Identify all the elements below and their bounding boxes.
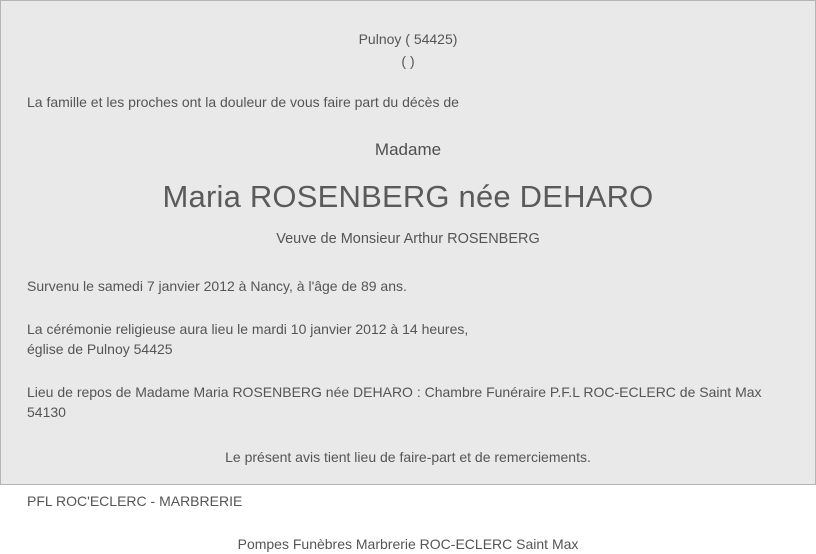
ceremony-line-2: église de Pulnoy 54425 (27, 341, 173, 357)
funeral-company: PFL ROC'ECLERC - MARBRERIE (27, 493, 243, 509)
notice-title: Madame (374, 140, 442, 159)
death-info: Survenu le samedi 7 janvier 2012 à Nancy, à l'âge de 89 ans. (27, 278, 407, 294)
resting-place-info: Lieu de repos de Madame Maria ROSENBERG née DEHARO : Chambre Funéraire P.F.L ROC-ECLERC de Saint Max 54130 (27, 384, 762, 420)
notice-parenthesis: ( ) (401, 53, 415, 69)
thanks-note: Le présent avis tient lieu de faire-part et de remerciements. (225, 449, 591, 465)
notice-intro: La famille et les proches ont la douleur de vous faire part du décès de (27, 94, 459, 110)
notice-place: Pulnoy ( 54425) (358, 31, 458, 47)
deceased-name: Maria ROSENBERG née DEHARO (162, 179, 654, 214)
spouse-info: Veuve de Monsieur Arthur ROSENBERG (276, 231, 540, 247)
funeral-footer: Pompes Funèbres Marbrerie ROC-ECLERC Saint Max (237, 536, 579, 552)
ceremony-line-1: La cérémonie religieuse aura lieu le mardi 10 janvier 2012 à 14 heures, (27, 321, 469, 337)
ceremony-info (27, 319, 789, 359)
